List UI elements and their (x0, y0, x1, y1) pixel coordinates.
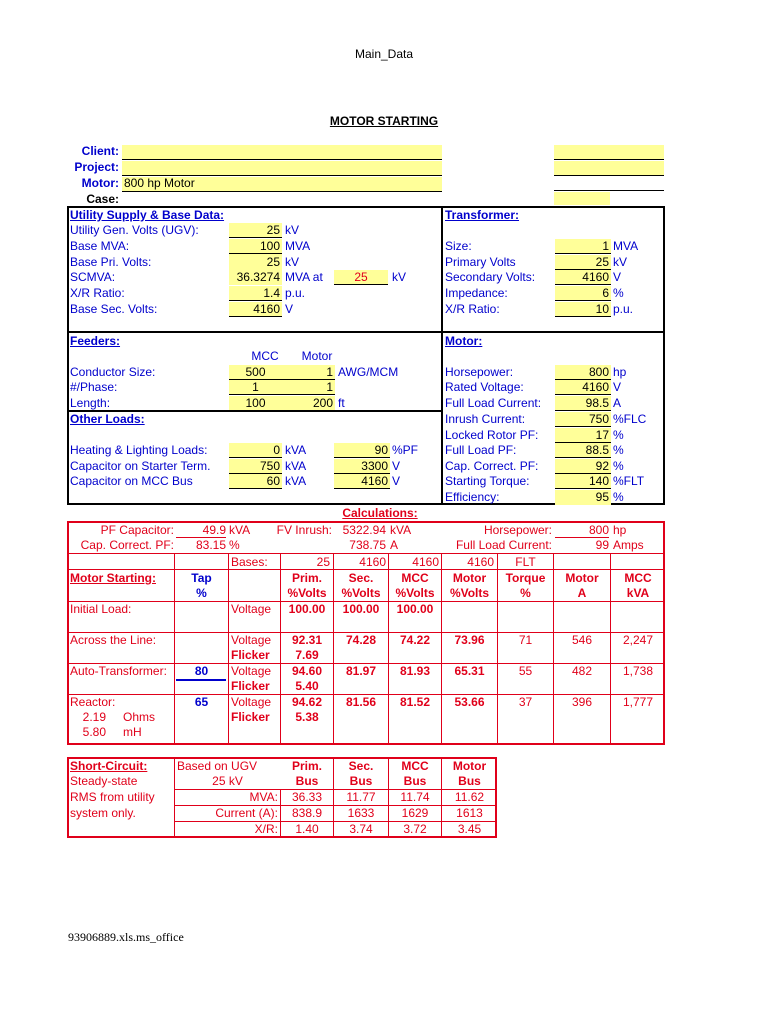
initial-sec: 100.00 (342, 602, 380, 616)
sc-mva-sec: 11.77 (346, 790, 376, 804)
sc-col-sec: Sec. (348, 759, 374, 773)
transformer-value-input[interactable]: 4160 (555, 270, 611, 285)
reactor-mh-unit: mH (123, 725, 142, 739)
utility-label: Base Pri. Volts: (70, 255, 152, 269)
grid-line (228, 553, 229, 745)
reactor-prim-flicker: 5.38 (295, 710, 319, 724)
sc-mva-motor: 11.62 (454, 790, 485, 804)
motor-label: Efficiency: (445, 490, 500, 504)
calculations-heading: Calculations: (342, 506, 418, 520)
col-head-torque-unit: % (520, 586, 531, 600)
sc-col-prim-bus: Bus (295, 774, 319, 788)
base-prim: 25 (316, 555, 330, 569)
utility-unit: MVA (285, 239, 311, 253)
motor-value-input[interactable]: 800 (555, 365, 611, 380)
transformer-value-input[interactable]: 25 (555, 255, 611, 270)
other-loads-v1-input[interactable]: 0 (229, 443, 282, 458)
utility-unit: kV (285, 223, 300, 237)
auto-motor: 65.31 (454, 664, 485, 678)
sheet-name: Main_Data (354, 47, 414, 61)
col-head-tap-unit: % (196, 586, 207, 600)
auto-mcc-kva: 1,738 (622, 664, 654, 678)
sc-current-prim: 838.9 (291, 806, 323, 820)
base-sec: 4160 (359, 555, 386, 569)
flc-calc-label: Full Load Current: (455, 538, 552, 552)
fv-inrush-label: FV Inrush: (276, 523, 332, 537)
aux-field-3[interactable] (554, 190, 664, 191)
reactor-sec: 81.56 (345, 695, 377, 709)
short-circuit-note: Steady-state (70, 774, 138, 788)
transformer-label: Impedance: (445, 286, 508, 300)
row-kind-voltage: Voltage (231, 633, 272, 647)
motor-unit: %FLT (613, 474, 645, 488)
row-label-across-line: Across the Line: (70, 633, 157, 647)
transformer-unit: p.u. (613, 302, 634, 316)
col-head-motor-a-unit: A (577, 586, 587, 600)
motor-unit: V (613, 380, 622, 394)
reactor-torque: 37 (518, 695, 533, 709)
sc-xr-sec: 3.74 (349, 822, 373, 836)
other-loads-u1: kVA (285, 459, 307, 473)
motor-unit: % (613, 459, 624, 473)
scmva-at-kv-input[interactable]: 25 (334, 270, 388, 285)
grid-line (555, 537, 609, 538)
utility-label: Base MVA: (70, 239, 130, 253)
utility-unit: MVA at (285, 270, 323, 284)
motor-value-input[interactable]: 92 (555, 459, 611, 474)
col-head-prim: Prim. (291, 571, 322, 585)
motor-label: Motor: (81, 176, 119, 190)
based-on-ugv: Based on UGV (177, 759, 258, 773)
motor-label: Inrush Current: (445, 412, 526, 426)
row-label-initial: Initial Load: (70, 602, 132, 616)
ugv-kv: 25 kV (212, 774, 243, 788)
cap-correct-pf-value: 83.15 (195, 538, 226, 552)
utility-value: 25 (266, 255, 280, 269)
motor-unit: % (613, 490, 624, 504)
sc-row-label: Current (A): (215, 806, 278, 820)
utility-unit: kV (285, 255, 300, 269)
sc-col-sec-bus: Bus (349, 774, 373, 788)
transformer-heading: Transformer: (445, 208, 520, 222)
col-head-prim-unit: %Volts (287, 586, 327, 600)
other-loads-heading: Other Loads: (70, 412, 145, 426)
col-head-torque: Torque (505, 571, 546, 585)
initial-prim: 100.00 (288, 602, 326, 616)
motor-value-input[interactable]: 98.5 (555, 396, 611, 411)
pf-capacitor-unit: kVA (229, 523, 251, 537)
transformer-label: Secondary Volts: (445, 270, 536, 284)
transformer-value-input[interactable]: 1 (555, 239, 611, 254)
reactor-mh-value: 5.80 (82, 725, 106, 739)
motor-field-value: 800 hp Motor (124, 176, 195, 190)
other-loads-v2-input[interactable]: 4160 (334, 474, 390, 489)
reactor-motor-a: 396 (571, 695, 593, 709)
horsepower-calc-value: 800 (588, 523, 609, 537)
feeders-col-motor: Motor (301, 349, 333, 363)
motor-starting-heading: Motor Starting: (70, 571, 156, 585)
client-label: Client: (81, 144, 119, 158)
sc-row-label: X/R: (254, 822, 278, 836)
sc-xr-motor: 3.45 (457, 822, 482, 836)
col-head-mcc-kva-unit: kVA (626, 586, 650, 600)
aux-field-2[interactable] (554, 161, 664, 176)
motor-label: Starting Torque: (445, 474, 530, 488)
cap-correct-pf-label: Cap. Correct. PF: (80, 538, 174, 552)
reactor-tap-input[interactable]: 65 (194, 695, 209, 709)
sc-col-motor-bus: Bus (458, 774, 481, 788)
motor-unit: % (613, 443, 624, 457)
other-loads-v1-input[interactable]: 750 (229, 459, 282, 474)
atl-torque: 71 (518, 633, 533, 647)
sc-xr-mcc: 3.72 (403, 822, 427, 836)
transformer-value-input[interactable]: 6 (555, 286, 611, 301)
atl-motor: 73.96 (454, 633, 485, 647)
transformer-unit: kV (613, 255, 628, 269)
utility-value-input[interactable]: 25 (229, 223, 282, 238)
short-circuit-note: RMS from utility (70, 790, 155, 804)
feeders-label: Length: (70, 396, 111, 410)
case-field[interactable] (554, 192, 610, 205)
feeder-motor-input[interactable]: 1 (282, 380, 335, 395)
other-loads-v2-input[interactable]: 3300 (334, 459, 390, 474)
motor-value-input[interactable]: 140 (555, 474, 611, 489)
reactor-mcc-kva: 1,777 (622, 695, 654, 709)
motor-label: Cap. Correct. PF: (445, 459, 539, 473)
feeder-mcc-input[interactable]: 1 (229, 380, 282, 395)
horsepower-calc-label: Horsepower: (483, 523, 552, 537)
flc-calc-value: 99 (595, 538, 609, 552)
row-label-auto-transformer: Auto-Transformer: (70, 664, 167, 678)
utility-label: X/R Ratio: (70, 286, 125, 300)
col-head-motor-unit: %Volts (449, 586, 490, 600)
utility-label: Utility Gen. Volts (UGV): (70, 223, 199, 237)
row-kind-flicker: Flicker (231, 679, 270, 693)
other-loads-u2: V (392, 459, 401, 473)
project-label: Project: (74, 160, 119, 174)
motor-unit: A (613, 396, 622, 410)
other-loads-u1: kVA (285, 474, 307, 488)
col-head-sec-unit: %Volts (341, 586, 381, 600)
atl-mcc: 74.22 (399, 633, 431, 647)
auto-prim-flicker: 5.40 (295, 679, 319, 693)
other-loads-u2: V (392, 474, 401, 488)
other-loads-u2: %PF (392, 443, 419, 457)
cap-correct-pf-unit: % (229, 538, 240, 552)
auto-prim: 94.60 (291, 664, 323, 678)
reactor-ohms-value: 2.19 (82, 710, 106, 724)
pf-capacitor-label: PF Capacitor: (100, 523, 174, 537)
atl-motor-a: 546 (571, 633, 593, 647)
motor-value-input[interactable]: 17 (555, 428, 611, 443)
short-circuit-note: system only. (70, 806, 136, 820)
feeder-mcc-input[interactable]: 100 (229, 396, 282, 411)
transformer-unit: % (613, 286, 624, 300)
motor-value-input[interactable]: 4160 (555, 380, 611, 395)
reactor-prim: 94.62 (291, 695, 323, 709)
auto-torque: 55 (518, 664, 533, 678)
other-loads-u1: kVA (285, 443, 307, 457)
atl-sec: 74.28 (345, 633, 377, 647)
bases-label: Bases: (231, 555, 268, 569)
utility-heading: Utility Supply & Base Data: (70, 208, 225, 222)
pf-capacitor-value: 49.9 (202, 523, 226, 537)
motor-label: Full Load PF: (445, 443, 517, 457)
fv-inrush-amps-unit: A (390, 538, 399, 552)
atl-mcc-kva: 2,247 (622, 633, 654, 647)
page-title: MOTOR STARTING (329, 114, 439, 128)
feeders-label: Conductor Size: (70, 365, 156, 379)
frame-divider-horizontal (67, 331, 665, 333)
other-loads-v1-input[interactable]: 60 (229, 474, 282, 489)
feeders-col-mcc: MCC (251, 349, 279, 363)
utility-value: 36.3274 (236, 270, 280, 284)
utility-unit: p.u. (285, 286, 306, 300)
feeders-label: #/Phase: (70, 380, 118, 394)
col-head-tap: Tap (191, 571, 212, 585)
row-kind-voltage: Voltage (231, 695, 272, 709)
short-circuit-heading: Short-Circuit: (70, 759, 148, 773)
transformer-unit: MVA (613, 239, 639, 253)
utility-label: Base Sec. Volts: (70, 302, 158, 316)
col-head-motor: Motor (452, 571, 487, 585)
col-head-motor-a: Motor (565, 571, 599, 585)
col-head-mcc-kva: MCC (624, 571, 652, 585)
atl-prim-flicker: 7.69 (295, 648, 319, 662)
motor-value-input[interactable]: 95 (555, 490, 611, 505)
feeder-motor-input[interactable]: 1 (282, 365, 335, 380)
utility-value-input[interactable]: 1.4 (229, 286, 282, 301)
feeder-mcc-input[interactable]: 500 (229, 365, 282, 380)
footer-filename: 93906889.xls.ms_office (68, 930, 184, 944)
case-label: Case: (86, 192, 119, 206)
auto-motor-a: 482 (571, 664, 593, 678)
utility-value-input[interactable]: 100 (229, 239, 282, 254)
auto-mcc: 81.93 (399, 664, 431, 678)
fv-inrush-value: 5322.94 (342, 523, 386, 537)
reactor-mcc: 81.52 (399, 695, 431, 709)
sc-row-label: MVA: (249, 790, 278, 804)
auto-tap-input[interactable]: 80 (194, 664, 209, 678)
project-field[interactable] (122, 161, 442, 176)
motor-label: Rated Voltage: (445, 380, 524, 394)
sc-col-mcc-bus: Bus (403, 774, 427, 788)
col-head-mcc-unit: %Volts (395, 586, 435, 600)
row-label-reactor: Reactor: (70, 695, 116, 709)
motor-heading: Motor: (445, 334, 483, 348)
other-loads-v2-input[interactable]: 90 (334, 443, 390, 458)
feeder-motor-input[interactable]: 200 (282, 396, 335, 411)
row-kind-voltage: Voltage (231, 664, 272, 678)
frame-divider-vertical (441, 206, 443, 505)
reactor-motor: 53.66 (454, 695, 485, 709)
utility-value-input[interactable]: 4160 (229, 302, 282, 317)
sc-col-prim: Prim. (291, 759, 322, 773)
motor-label: Full Load Current: (445, 396, 542, 410)
transformer-value-input[interactable]: 10 (555, 302, 611, 317)
scmva-at-unit: kV (392, 270, 407, 284)
fv-inrush-amps-value: 738.75 (349, 538, 386, 552)
transformer-label: Size: (445, 239, 472, 253)
motor-unit: hp (613, 365, 627, 379)
auto-sec: 81.97 (345, 664, 377, 678)
sc-current-motor: 1613 (456, 806, 483, 820)
sc-current-mcc: 1629 (401, 806, 429, 820)
utility-unit: V (285, 302, 294, 316)
motor-unit: % (613, 428, 624, 442)
grid-line (67, 553, 665, 554)
other-loads-label: Heating & Lighting Loads: (70, 443, 208, 457)
other-loads-label: Capacitor on MCC Bus (70, 474, 193, 488)
auto-tap-underline (176, 679, 226, 681)
base-mcc: 4160 (412, 555, 439, 569)
utility-label: SCMVA: (70, 270, 116, 284)
initial-mcc: 100.00 (396, 602, 434, 616)
sc-col-mcc: MCC (401, 759, 429, 773)
transformer-unit: V (613, 270, 622, 284)
feeders-unit: ft (338, 396, 345, 410)
sc-mva-mcc: 11.74 (400, 790, 430, 804)
row-kind-voltage: Voltage (231, 602, 272, 616)
motor-unit: %FLC (613, 412, 647, 426)
col-head-sec: Sec. (348, 571, 374, 585)
base-flt: FLT (515, 555, 536, 569)
sc-xr-prim: 1.40 (295, 822, 319, 836)
sc-mva-prim: 36.33 (291, 790, 323, 804)
flc-calc-unit: Amps (613, 538, 644, 552)
motor-value-input[interactable]: 88.5 (555, 443, 611, 458)
sc-current-sec: 1633 (347, 806, 375, 820)
atl-prim: 92.31 (291, 633, 323, 647)
aux-field-1[interactable] (554, 145, 664, 160)
row-kind-flicker: Flicker (231, 648, 270, 662)
client-field[interactable] (122, 145, 442, 160)
horsepower-calc-unit: hp (613, 523, 627, 537)
feeders-heading: Feeders: (70, 334, 121, 348)
motor-label: Locked Rotor PF: (445, 428, 539, 442)
grid-line (176, 537, 226, 538)
motor-field[interactable] (122, 177, 442, 192)
col-head-mcc: MCC (401, 571, 429, 585)
sc-col-motor: Motor (452, 759, 487, 773)
motor-value-input[interactable]: 750 (555, 412, 611, 427)
motor-label: Horsepower: (445, 365, 514, 379)
transformer-label: Primary Volts (445, 255, 516, 269)
base-motor: 4160 (467, 555, 494, 569)
transformer-label: X/R Ratio: (445, 302, 500, 316)
fv-inrush-unit: kVA (390, 523, 412, 537)
row-kind-flicker: Flicker (231, 710, 270, 724)
reactor-ohms-unit: Ohms (123, 710, 156, 724)
feeders-unit: AWG/MCM (338, 365, 399, 379)
other-loads-label: Capacitor on Starter Term. (70, 459, 211, 473)
